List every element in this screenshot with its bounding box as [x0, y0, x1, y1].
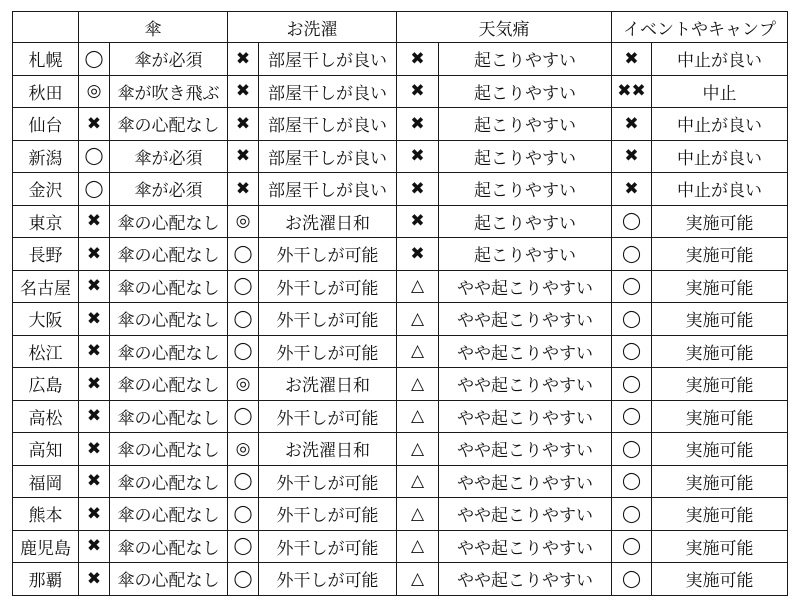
forecast-table	[12, 11, 788, 596]
laundry-text: 外干しが可能	[259, 498, 397, 531]
table-row	[13, 530, 788, 563]
umbrella-symbol: ◎	[79, 75, 110, 108]
city-cell: 長野	[13, 238, 79, 271]
weather-pain-text: やや起こりやすい	[439, 563, 612, 596]
city-cell: 松江	[13, 335, 79, 368]
laundry-symbol: ◯	[228, 465, 259, 498]
umbrella-symbol: ◯	[79, 43, 110, 76]
weather-pain-text: やや起こりやすい	[439, 530, 612, 563]
laundry-text: 部屋干しが良い	[259, 140, 397, 173]
laundry-text: 外干しが可能	[259, 563, 397, 596]
umbrella-text: 傘の心配なし	[110, 400, 228, 433]
weather-pain-symbol: △	[397, 465, 439, 498]
umbrella-text: 傘の心配なし	[110, 530, 228, 563]
laundry-symbol: ◎	[228, 433, 259, 466]
city-cell: 札幌	[13, 43, 79, 76]
umbrella-text: 傘の心配なし	[110, 205, 228, 238]
events-text: 中止が良い	[652, 173, 788, 206]
header-events: イベントやキャンプ	[612, 12, 788, 43]
weather-pain-text: 起こりやすい	[439, 173, 612, 206]
umbrella-text: 傘の心配なし	[110, 238, 228, 271]
laundry-symbol: ✖	[228, 173, 259, 206]
events-symbol: ✖	[612, 108, 652, 141]
laundry-text: 部屋干しが良い	[259, 43, 397, 76]
city-cell: 広島	[13, 368, 79, 401]
events-text: 実施可能	[652, 335, 788, 368]
header-city	[13, 12, 79, 43]
laundry-text: 外干しが可能	[259, 400, 397, 433]
weather-pain-symbol: ✖	[397, 205, 439, 238]
laundry-text: 外干しが可能	[259, 270, 397, 303]
weather-pain-symbol: △	[397, 498, 439, 531]
weather-pain-symbol: ✖	[397, 43, 439, 76]
city-cell: 那覇	[13, 563, 79, 596]
table-row	[13, 563, 788, 596]
laundry-symbol: ◯	[228, 238, 259, 271]
weather-pain-text: やや起こりやすい	[439, 465, 612, 498]
laundry-text: 部屋干しが良い	[259, 75, 397, 108]
weather-pain-symbol: △	[397, 335, 439, 368]
laundry-text: 外干しが可能	[259, 335, 397, 368]
table-row	[13, 140, 788, 173]
events-text: 実施可能	[652, 465, 788, 498]
umbrella-symbol: ✖	[79, 400, 110, 433]
umbrella-symbol: ✖	[79, 108, 110, 141]
events-text: 実施可能	[652, 303, 788, 336]
events-symbol: ✖✖	[612, 75, 652, 108]
city-cell: 福岡	[13, 465, 79, 498]
city-cell: 高松	[13, 400, 79, 433]
laundry-symbol: ◯	[228, 498, 259, 531]
laundry-symbol: ✖	[228, 140, 259, 173]
umbrella-symbol: ✖	[79, 205, 110, 238]
events-symbol: ◯	[612, 530, 652, 563]
umbrella-text: 傘が必須	[110, 140, 228, 173]
umbrella-symbol: ✖	[79, 563, 110, 596]
events-symbol: ◯	[612, 303, 652, 336]
umbrella-text: 傘が必須	[110, 43, 228, 76]
weather-pain-symbol: ✖	[397, 238, 439, 271]
table-row	[13, 465, 788, 498]
umbrella-symbol: ✖	[79, 498, 110, 531]
events-symbol: ◯	[612, 238, 652, 271]
events-symbol: ◯	[612, 465, 652, 498]
weather-pain-symbol: △	[397, 400, 439, 433]
laundry-symbol: ✖	[228, 75, 259, 108]
events-symbol: ◯	[612, 563, 652, 596]
umbrella-text: 傘の心配なし	[110, 498, 228, 531]
laundry-text: お洗濯日和	[259, 205, 397, 238]
events-text: 中止が良い	[652, 43, 788, 76]
umbrella-text: 傘が必須	[110, 173, 228, 206]
umbrella-text: 傘の心配なし	[110, 335, 228, 368]
laundry-symbol: ◯	[228, 303, 259, 336]
weather-pain-symbol: ✖	[397, 75, 439, 108]
umbrella-symbol: ◯	[79, 173, 110, 206]
umbrella-symbol: ✖	[79, 368, 110, 401]
events-text: 実施可能	[652, 433, 788, 466]
weather-pain-text: やや起こりやすい	[439, 433, 612, 466]
weather-pain-text: 起こりやすい	[439, 108, 612, 141]
umbrella-text: 傘の心配なし	[110, 270, 228, 303]
events-symbol: ◯	[612, 205, 652, 238]
table-row	[13, 400, 788, 433]
events-text: 中止が良い	[652, 140, 788, 173]
events-text: 実施可能	[652, 563, 788, 596]
laundry-text: 外干しが可能	[259, 465, 397, 498]
laundry-symbol: ✖	[228, 108, 259, 141]
events-symbol: ◯	[612, 400, 652, 433]
table-row	[13, 433, 788, 466]
laundry-symbol: ✖	[228, 43, 259, 76]
weather-pain-symbol: △	[397, 303, 439, 336]
weather-pain-text: 起こりやすい	[439, 140, 612, 173]
events-text: 中止が良い	[652, 108, 788, 141]
table-body	[13, 43, 788, 596]
events-text: 実施可能	[652, 205, 788, 238]
events-symbol: ◯	[612, 433, 652, 466]
laundry-text: 部屋干しが良い	[259, 108, 397, 141]
table-header	[13, 12, 788, 43]
umbrella-symbol: ✖	[79, 465, 110, 498]
header-weather-pain: 天気痛	[397, 12, 612, 43]
forecast-table-wrapper	[12, 11, 788, 596]
umbrella-text: 傘の心配なし	[110, 563, 228, 596]
table-row	[13, 173, 788, 206]
umbrella-symbol: ◯	[79, 140, 110, 173]
umbrella-text: 傘が吹き飛ぶ	[110, 75, 228, 108]
weather-pain-text: やや起こりやすい	[439, 400, 612, 433]
events-symbol: ◯	[612, 270, 652, 303]
events-text: 実施可能	[652, 498, 788, 531]
weather-pain-symbol: ✖	[397, 173, 439, 206]
header-laundry: お洗濯	[228, 12, 397, 43]
laundry-symbol: ◯	[228, 270, 259, 303]
weather-pain-symbol: △	[397, 368, 439, 401]
weather-pain-text: やや起こりやすい	[439, 303, 612, 336]
laundry-text: 外干しが可能	[259, 303, 397, 336]
city-cell: 鹿児島	[13, 530, 79, 563]
weather-pain-symbol: ✖	[397, 140, 439, 173]
city-cell: 新潟	[13, 140, 79, 173]
weather-pain-text: 起こりやすい	[439, 75, 612, 108]
laundry-symbol: ◯	[228, 530, 259, 563]
umbrella-symbol: ✖	[79, 335, 110, 368]
city-cell: 東京	[13, 205, 79, 238]
table-row	[13, 498, 788, 531]
umbrella-text: 傘の心配なし	[110, 465, 228, 498]
laundry-symbol: ◯	[228, 563, 259, 596]
city-cell: 大阪	[13, 303, 79, 336]
table-row	[13, 75, 788, 108]
table-row	[13, 368, 788, 401]
laundry-text: 外干しが可能	[259, 238, 397, 271]
events-symbol: ✖	[612, 173, 652, 206]
laundry-symbol: ◯	[228, 400, 259, 433]
events-symbol: ◯	[612, 368, 652, 401]
umbrella-text: 傘の心配なし	[110, 433, 228, 466]
events-symbol: ✖	[612, 140, 652, 173]
table-row	[13, 335, 788, 368]
weather-pain-text: やや起こりやすい	[439, 270, 612, 303]
city-cell: 仙台	[13, 108, 79, 141]
table-row	[13, 270, 788, 303]
weather-pain-text: やや起こりやすい	[439, 335, 612, 368]
weather-pain-symbol: ✖	[397, 108, 439, 141]
table-row	[13, 43, 788, 76]
events-symbol: ◯	[612, 498, 652, 531]
events-text: 実施可能	[652, 238, 788, 271]
laundry-text: 部屋干しが良い	[259, 173, 397, 206]
weather-pain-text: 起こりやすい	[439, 205, 612, 238]
weather-pain-symbol: △	[397, 270, 439, 303]
header-row	[13, 12, 788, 43]
weather-pain-text: 起こりやすい	[439, 43, 612, 76]
events-symbol: ◯	[612, 335, 652, 368]
events-text: 中止	[652, 75, 788, 108]
city-cell: 熊本	[13, 498, 79, 531]
table-row	[13, 238, 788, 271]
city-cell: 金沢	[13, 173, 79, 206]
umbrella-text: 傘の心配なし	[110, 368, 228, 401]
laundry-text: お洗濯日和	[259, 368, 397, 401]
umbrella-text: 傘の心配なし	[110, 108, 228, 141]
events-text: 実施可能	[652, 270, 788, 303]
city-cell: 秋田	[13, 75, 79, 108]
umbrella-symbol: ✖	[79, 238, 110, 271]
laundry-symbol: ◎	[228, 368, 259, 401]
umbrella-symbol: ✖	[79, 270, 110, 303]
umbrella-symbol: ✖	[79, 433, 110, 466]
city-cell: 名古屋	[13, 270, 79, 303]
city-cell: 高知	[13, 433, 79, 466]
laundry-text: お洗濯日和	[259, 433, 397, 466]
header-umbrella: 傘	[79, 12, 228, 43]
laundry-symbol: ◯	[228, 335, 259, 368]
weather-pain-text: やや起こりやすい	[439, 368, 612, 401]
weather-pain-symbol: △	[397, 530, 439, 563]
weather-pain-text: 起こりやすい	[439, 238, 612, 271]
laundry-text: 外干しが可能	[259, 530, 397, 563]
table-row	[13, 303, 788, 336]
umbrella-text: 傘の心配なし	[110, 303, 228, 336]
events-text: 実施可能	[652, 368, 788, 401]
laundry-symbol: ◎	[228, 205, 259, 238]
weather-pain-symbol: △	[397, 563, 439, 596]
events-text: 実施可能	[652, 400, 788, 433]
weather-pain-text: やや起こりやすい	[439, 498, 612, 531]
umbrella-symbol: ✖	[79, 530, 110, 563]
table-row	[13, 205, 788, 238]
umbrella-symbol: ✖	[79, 303, 110, 336]
table-row	[13, 108, 788, 141]
events-text: 実施可能	[652, 530, 788, 563]
events-symbol: ✖	[612, 43, 652, 76]
weather-pain-symbol: △	[397, 433, 439, 466]
